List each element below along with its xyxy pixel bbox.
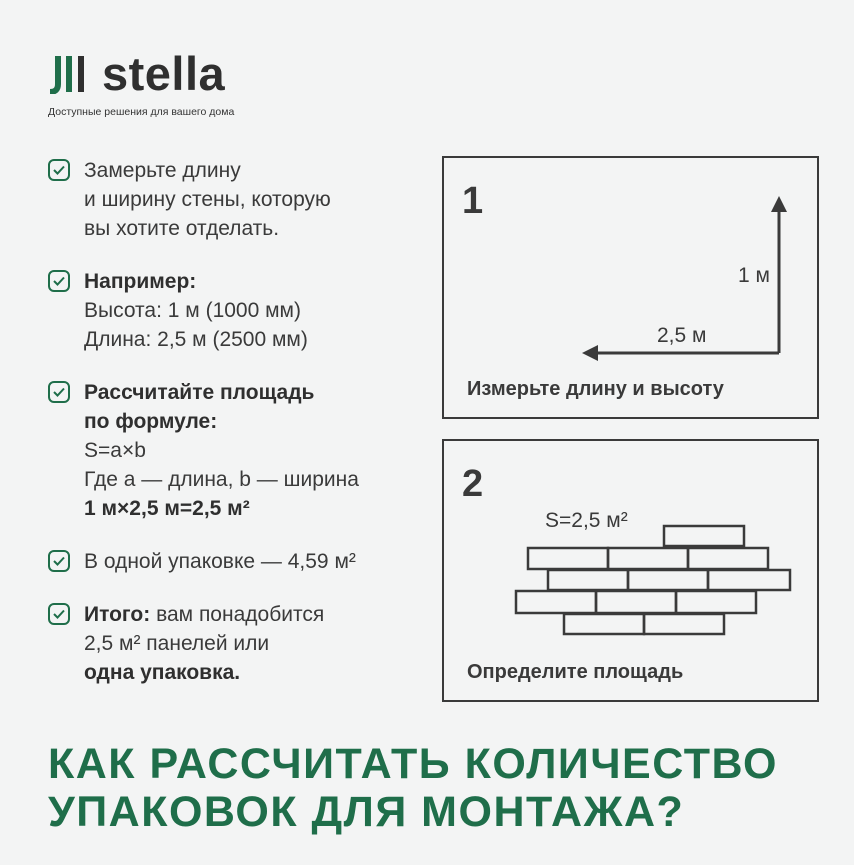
checkbox-icon <box>48 270 70 292</box>
stella-logo-icon <box>48 54 92 94</box>
measure-panel <box>442 156 819 419</box>
step-package <box>48 547 418 576</box>
title-line: УПАКОВОК ДЛЯ МОНТАЖА? <box>48 788 685 836</box>
length-label: 2,5 м <box>657 324 707 347</box>
panel-caption: Определите площадь <box>467 661 684 683</box>
brick <box>596 591 676 613</box>
step-text <box>84 156 331 243</box>
arrow-left-icon <box>582 345 598 361</box>
total-label: Итого: <box>84 603 151 626</box>
step-line: Высота: 1 м (1000 мм) <box>84 299 301 322</box>
brick <box>564 614 644 634</box>
step-line: Замерьте длину <box>84 159 241 182</box>
brand-name: stella <box>102 47 226 100</box>
height-label: 1 м <box>738 264 770 287</box>
step-line: В одной упаковке — 4,59 м² <box>84 550 356 573</box>
brick <box>676 591 756 613</box>
page-title <box>48 740 778 836</box>
step-title: по формуле: <box>84 410 218 433</box>
panel-number: 1 <box>462 180 484 222</box>
step-line: 2,5 м² панелей или <box>84 632 270 655</box>
step-text <box>84 267 308 354</box>
step-text <box>84 378 359 523</box>
brick <box>528 548 608 569</box>
brick <box>644 614 724 634</box>
step-title: Например: <box>84 270 197 293</box>
brick <box>688 548 768 569</box>
step-line: вы хотите отделать. <box>84 217 280 240</box>
total-text: вам понадобится <box>150 603 325 626</box>
brick <box>548 570 628 590</box>
checkbox-icon <box>48 550 70 572</box>
formula: S=a×b <box>84 439 146 462</box>
formula-legend: Где a — длина, b — ширина <box>84 468 359 491</box>
steps-list <box>48 156 418 687</box>
step-example <box>48 267 418 354</box>
title-line: КАК РАССЧИТАТЬ КОЛИЧЕСТВО <box>48 740 778 788</box>
step-formula <box>48 378 418 523</box>
step-text <box>84 600 324 687</box>
brick <box>664 526 744 546</box>
total-result: одна упаковка. <box>84 661 241 684</box>
checkbox-icon <box>48 603 70 625</box>
step-title: Рассчитайте площадь <box>84 381 315 404</box>
step-measure <box>48 156 418 243</box>
area-label: S=2,5 м² <box>545 509 628 532</box>
checkbox-icon <box>48 381 70 403</box>
brick <box>608 548 688 569</box>
brick <box>516 591 596 613</box>
checkbox-icon <box>48 159 70 181</box>
brand-tagline: Доступные решения для вашего дома <box>48 106 235 118</box>
step-total <box>48 600 418 687</box>
arrow-up-icon <box>771 196 787 212</box>
brand-logo <box>48 47 226 100</box>
step-line: Длина: 2,5 м (2500 мм) <box>84 328 308 351</box>
brick <box>628 570 708 590</box>
step-text <box>84 547 356 576</box>
formula-result: 1 м×2,5 м=2,5 м² <box>84 497 250 520</box>
panel-caption: Измерьте длину и высоту <box>467 378 724 400</box>
area-panel <box>442 439 819 702</box>
step-line: и ширину стены, которую <box>84 188 331 211</box>
panel-number: 2 <box>462 463 484 505</box>
brick <box>708 570 790 590</box>
